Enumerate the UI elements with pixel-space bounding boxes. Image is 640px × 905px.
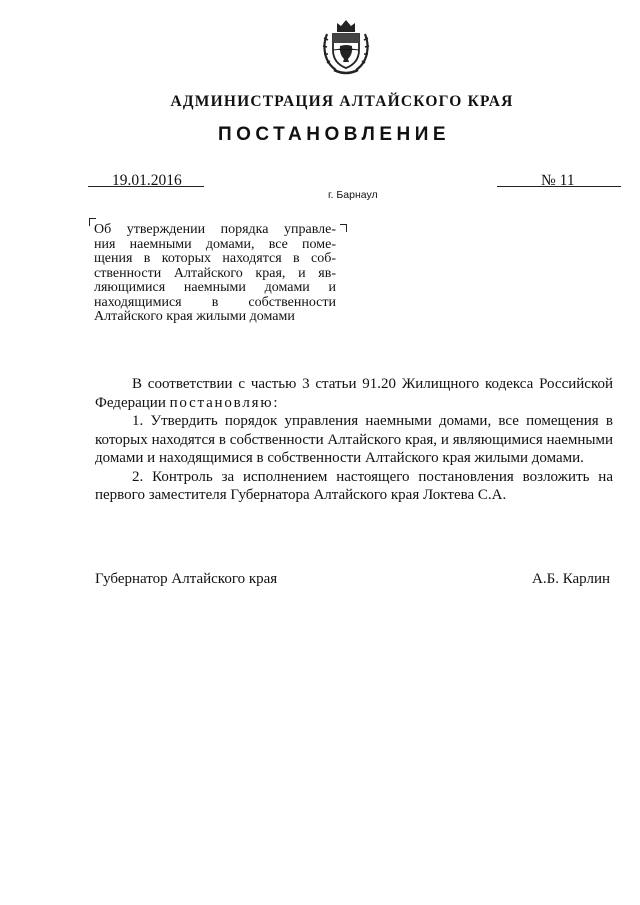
coat-of-arms-icon [318,14,374,78]
preamble-text: В соответствии с частью 3 статьи 91.20 Жилищного кодекса Российской Федерации [95,376,613,411]
subject-line: ственности Алтайского края, и яв- [94,265,336,281]
signatory-name: А.Б. Карлин [532,571,611,587]
subject-line: ния наемными домами, все поме- [94,236,336,252]
city-label: г. Барнаул [328,189,378,201]
item-2: 2. Контроль за исполнением настоящего постановления возложить на первого заместителя Губернатора Алтайского края Локтева С.А. [95,468,613,503]
subject-line: Алтайского края жилыми домами [94,309,295,324]
document-body [95,375,613,505]
document-type-heading: ПОСТАНОВЛЕНИЕ [217,124,451,145]
subject-line: Об утверждении порядка управле- [94,222,336,237]
number-underline [497,186,621,187]
document-subject [94,223,336,325]
resolves-word: постановляю: [169,394,280,411]
subject-line: ляющимися наемными домами и [94,280,336,295]
date-underline [88,186,204,187]
signatory-title: Губернатор Алтайского края [95,571,278,587]
subject-line: находящимися в собственности [94,294,336,310]
item-1: 1. Утвердить порядок управления наемными домами, все помещения в которых находятся в собственности Алтайского края, и являющимися наемными домами и находящимися в собственности Алтайского края жилыми домами. [95,413,613,466]
document-date: 19.01.2016 [112,172,182,189]
preamble-paragraph [95,375,613,412]
organization-title: АДМИНИСТРАЦИЯ АЛТАЙСКОГО КРАЯ [170,93,514,110]
subject-line: щения в которых находятся в соб- [94,251,336,266]
document-number: № 11 [541,172,575,189]
subject-corner-mark-right [340,224,347,232]
